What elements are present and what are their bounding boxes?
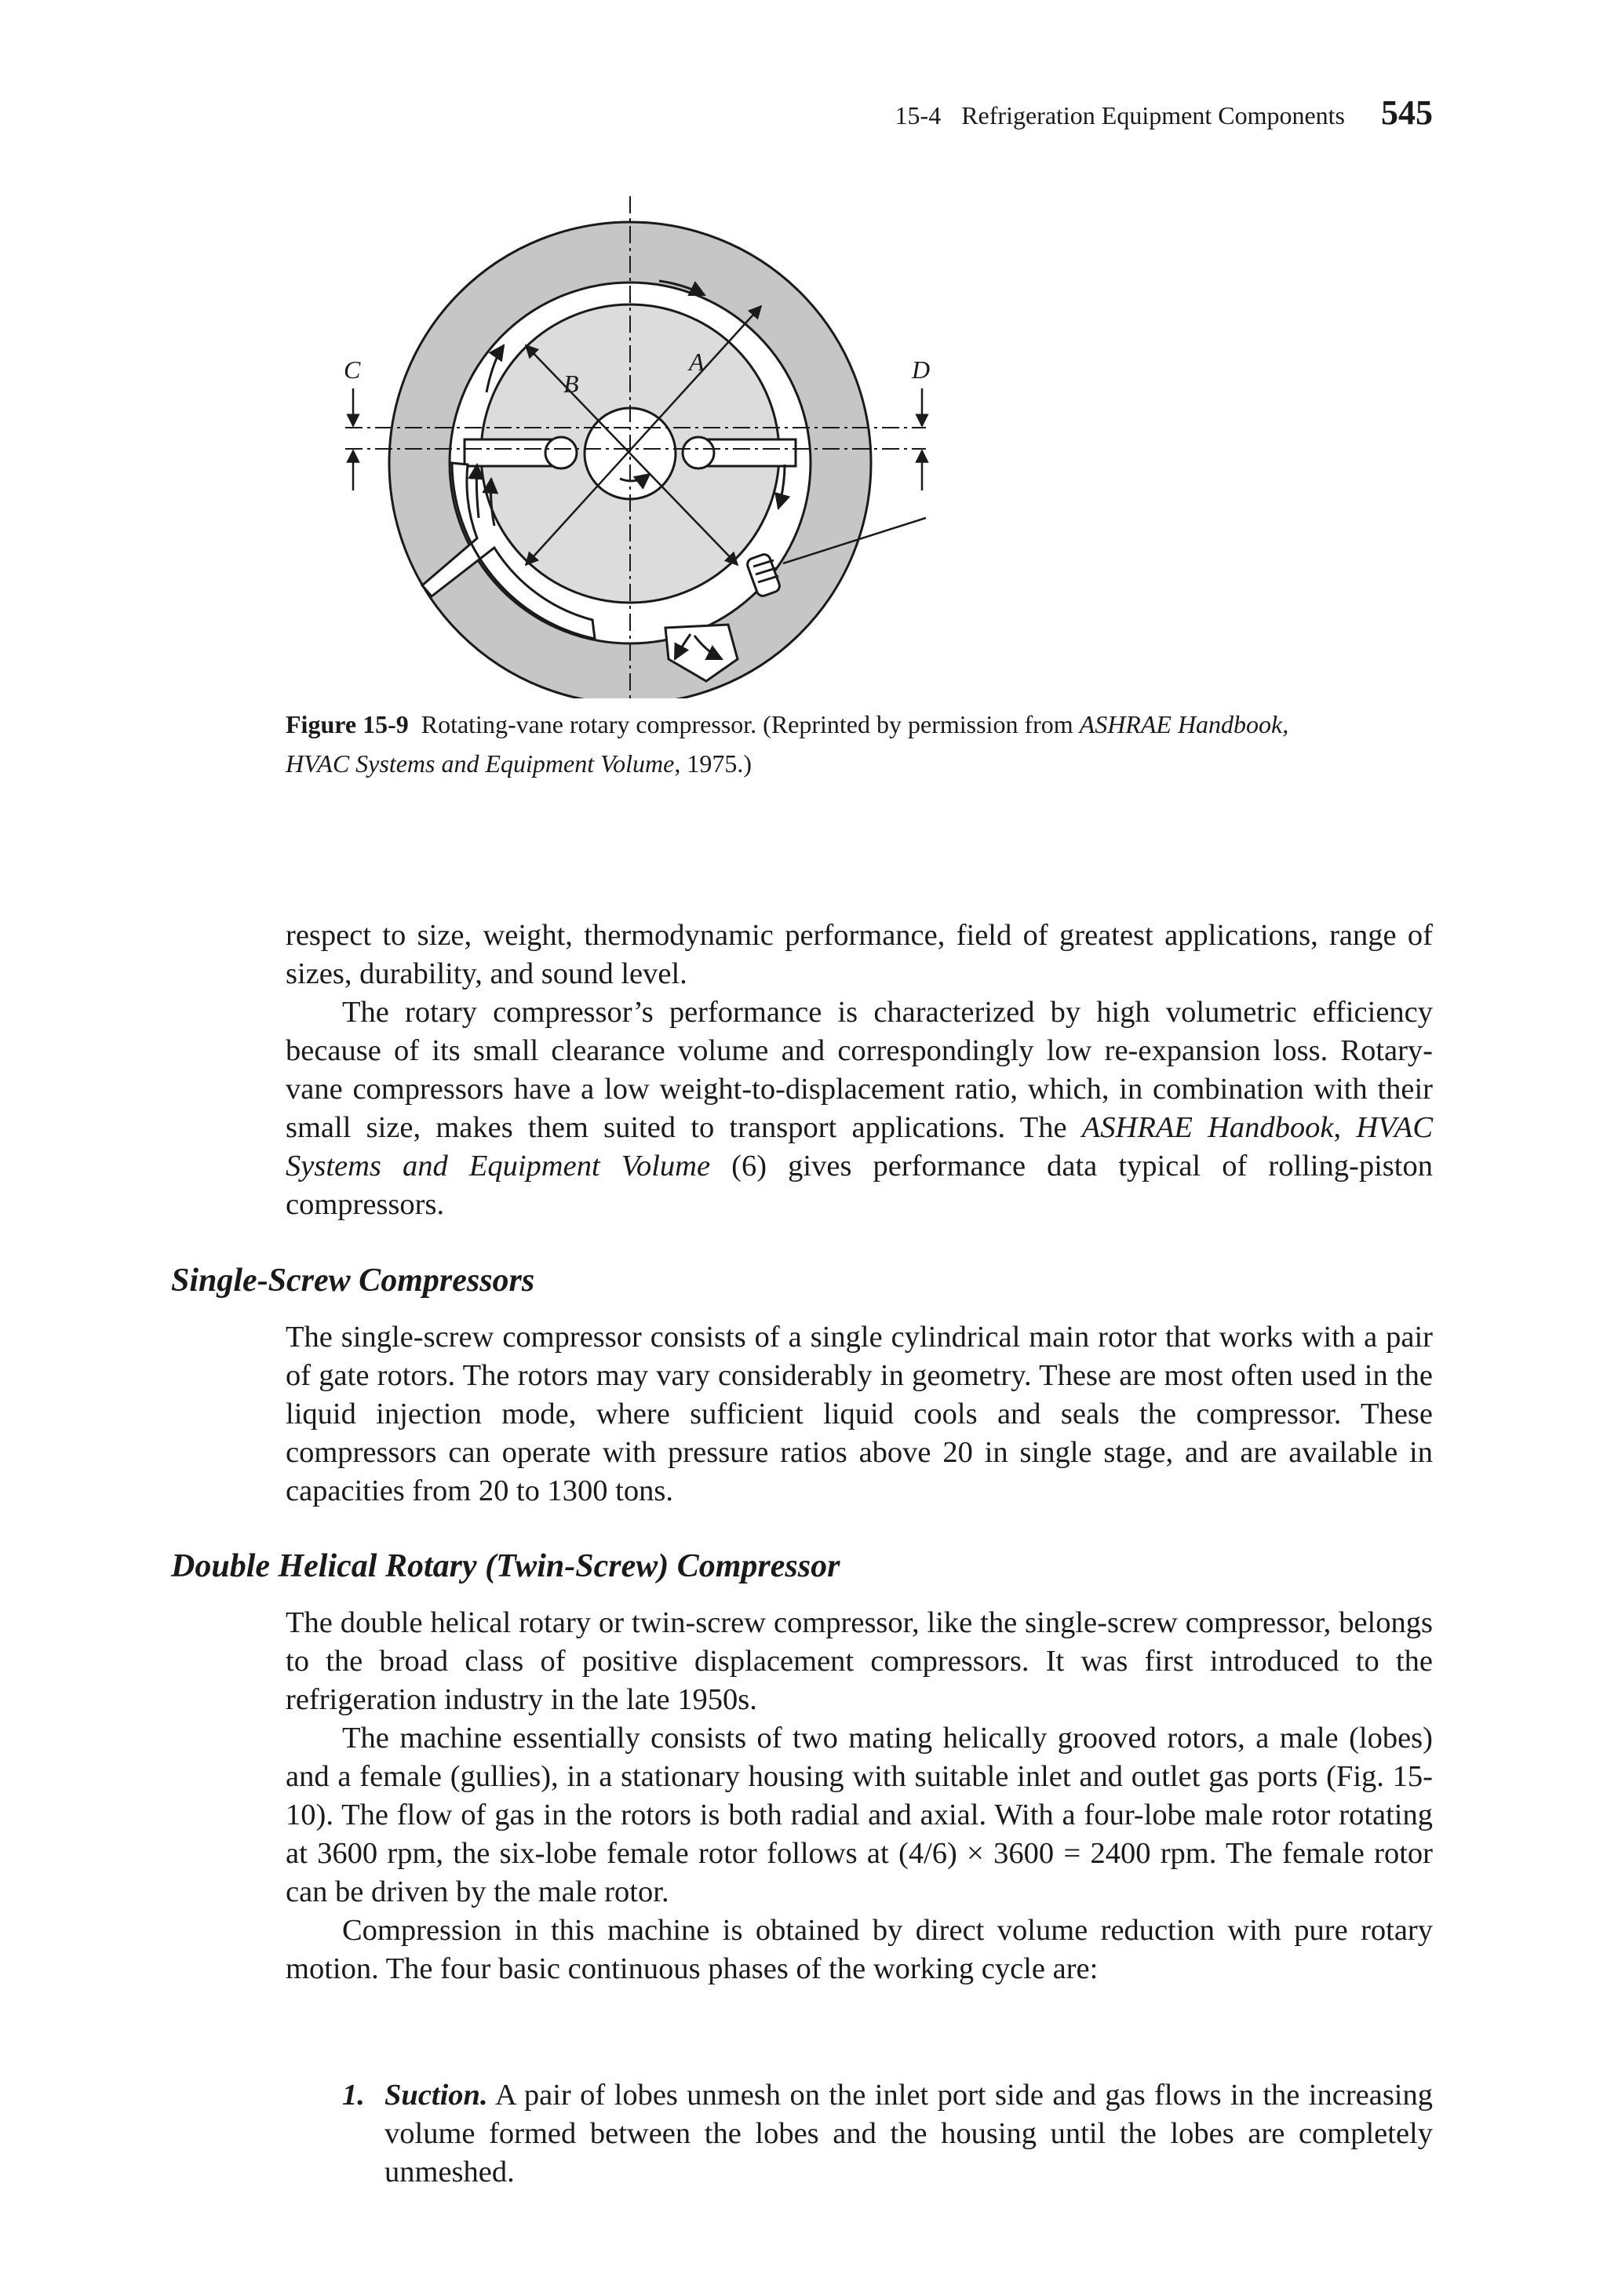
rotary-compressor-diagram — [298, 157, 957, 698]
label-d: D — [912, 355, 931, 384]
reference-title: ASHRAE Handbook — [1081, 1111, 1334, 1144]
list-item-text: A pair of lobes unmesh on the inlet port side and gas flows in the increasing volume formed between the lobes and the housing until the lobes are completely unmeshed. — [384, 2079, 1433, 2188]
page-number: 545 — [1381, 93, 1433, 132]
label-b: B — [563, 370, 579, 398]
section-heading: Double Helical Rotary (Twin-Screw) Compressor — [171, 1548, 840, 1584]
running-head-title: Refrigeration Equipment Components — [961, 101, 1345, 129]
vane-right-spring — [683, 437, 714, 468]
body-text-block — [286, 1604, 1433, 1988]
figure-rotary-compressor — [298, 157, 957, 698]
paragraph — [286, 993, 1433, 1224]
figure-caption-text: Rotating-vane rotary compressor. (Reprinted by permission from — [421, 710, 1080, 738]
body-text-block — [286, 917, 1433, 1224]
figure-caption-source-cont: Handbook, HVAC Systems and Equipment Volume — [286, 710, 1289, 778]
reference-title: HVAC Systems and Equipment Volume — [286, 1111, 1434, 1183]
paragraph: The machine essentially consists of two mating helically grooved rotors, a male (lobes) and a female (gullies), in a stationary housing with suitable inlet and outlet gas ports (Fig. 15-10). The flow of gas in the rotors is both radial and axial. With a four-lobe male rotor rotating at 3600 rpm, the six-lobe female rotor follows at (4/6) × 3600 = 2400 rpm. The female rotor can be driven by the male rotor. — [286, 1722, 1433, 1908]
paragraph: Compression in this machine is obtained by direct volume reduction with pure rotary motion. The four basic continuous phases of the working cycle are: — [286, 1914, 1433, 1985]
label-a: A — [689, 348, 705, 376]
list-item-body — [384, 2076, 1433, 2192]
list-item-number: 1. — [342, 2079, 365, 2112]
figure-caption — [286, 705, 1321, 783]
label-c: C — [344, 355, 361, 384]
running-head-section: 15-4 — [895, 101, 942, 129]
figure-caption-year: , 1975.) — [674, 749, 752, 778]
figure-caption-label: Figure 15-9 — [286, 710, 409, 738]
section-heading: Single-Screw Compressors — [171, 1263, 535, 1299]
paragraph-text: The rotary compressor’s performance is characterized by high volumetric efficiency because of its small clearance volume and correspondingly low re-expansion loss. Rotary-vane compressors have a low weight-to-displacement ratio, which, in combination with their small size, makes them suited to transport applications. The — [286, 996, 1433, 1144]
paragraph-text: (6) gives performance data typical of rolling-piston compressors. — [286, 1150, 1433, 1221]
body-text-block — [286, 1318, 1433, 1511]
paragraph: respect to size, weight, thermodynamic performance, field of greatest applications, range of sizes, durability, and sound level. — [286, 919, 1433, 990]
vane-left-spring — [545, 437, 577, 468]
paragraph: The double helical rotary or twin-screw compressor, like the single-screw compressor, belongs to the broad class of positive displacement compressors. It was first introduced to the refrigeration industry in the late 1950s. — [286, 1606, 1433, 1716]
list-item-term: Suction. — [384, 2079, 488, 2112]
list-item — [342, 2076, 1433, 2192]
running-head — [895, 93, 1433, 132]
figure-caption-source: ASHRAE — [1079, 710, 1172, 738]
separator: , — [1333, 1111, 1357, 1144]
paragraph: The single-screw compressor consists of a single cylindrical main rotor that works with a pair of gate rotors. The rotors may vary considerably in geometry. These are most often used in the liquid injection mode, where sufficient liquid cools and seals the compressor. These compressors can operate with pressure ratios above 20 in single stage, and are available in capacities from 20 to 1300 tons. — [286, 1321, 1433, 1507]
